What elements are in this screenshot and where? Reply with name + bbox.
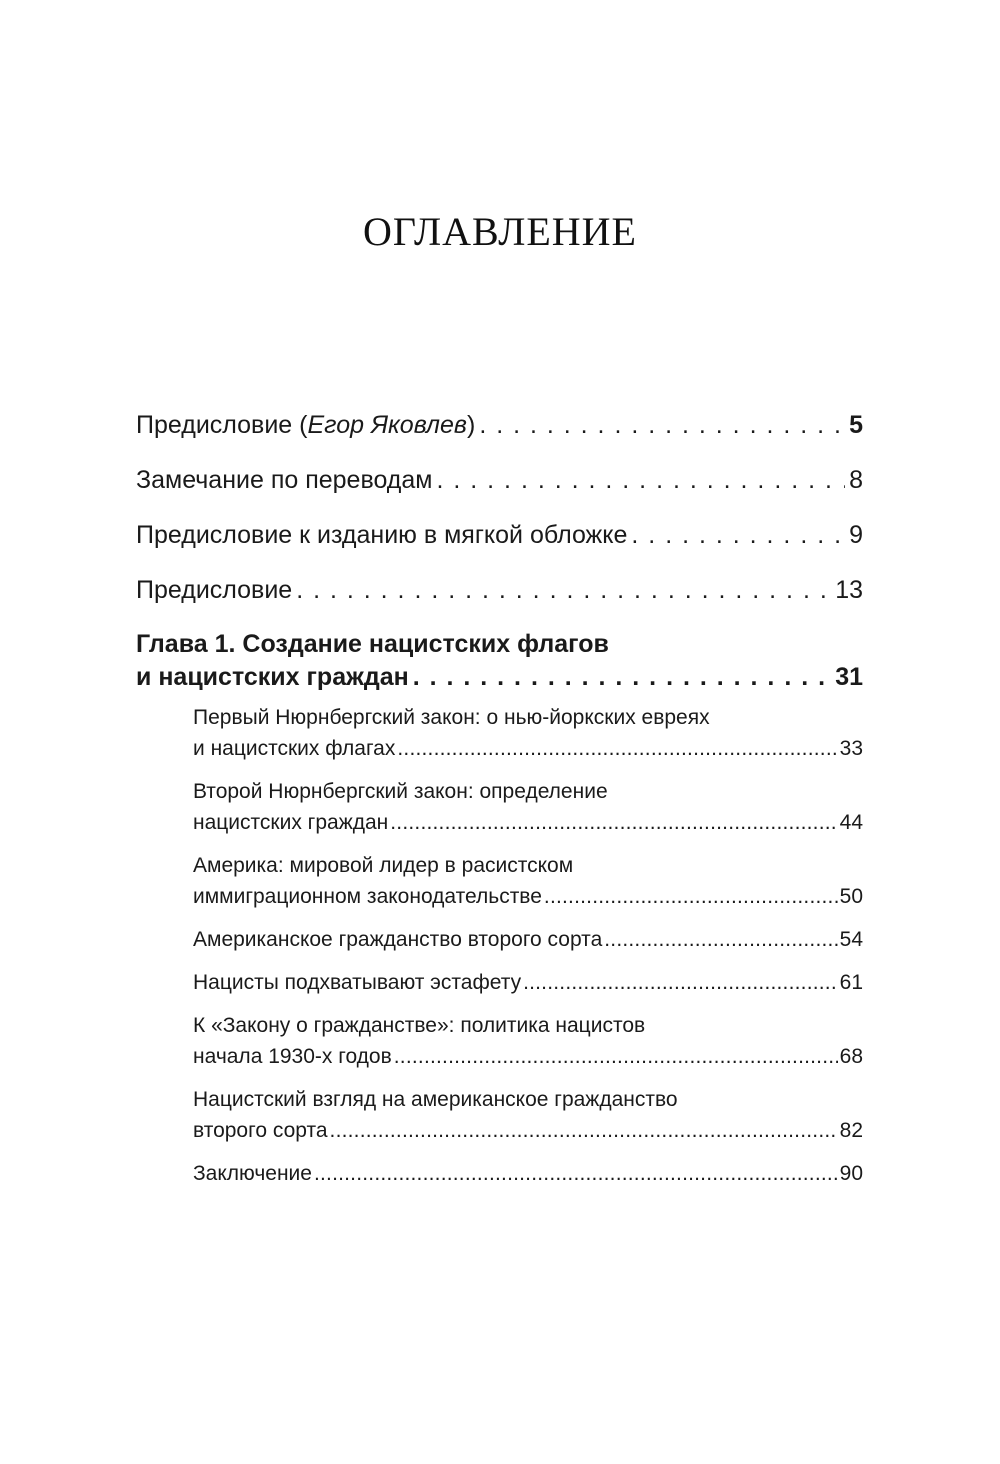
toc-section-first-nuremberg-law[interactable] bbox=[193, 702, 863, 764]
toc-page-number: 90 bbox=[839, 1162, 863, 1185]
dot-leader bbox=[544, 881, 838, 912]
dot-leader bbox=[479, 408, 845, 442]
dot-leader bbox=[631, 518, 845, 552]
toc-page-number: 31 bbox=[835, 663, 863, 691]
dot-leader bbox=[394, 1041, 838, 1072]
toc-chapter-title-line2: и нацистских граждан bbox=[136, 663, 409, 691]
dot-leader bbox=[296, 573, 831, 607]
toc-page-number: 13 bbox=[835, 576, 863, 604]
toc-section-text-line2: иммиграционном законодательстве bbox=[193, 885, 542, 908]
dot-leader bbox=[330, 1115, 838, 1146]
toc-section-nazis-take-baton[interactable] bbox=[193, 967, 863, 998]
toc-page-number: 9 bbox=[849, 521, 863, 549]
toc-entry-text: Предисловие bbox=[136, 576, 293, 604]
toc-section-text: Нацисты подхватывают эстафету bbox=[193, 971, 522, 994]
toc-entry-text: Предисловие к изданию в мягкой обложке bbox=[136, 521, 628, 549]
toc-entry-text: Замечание по переводам bbox=[136, 466, 433, 494]
toc-section-text-line2: и нацистских флагах bbox=[193, 737, 396, 760]
toc-chapter-1[interactable] bbox=[136, 628, 863, 694]
toc-section-text-line1: Нацистский взгляд на американское гражданство bbox=[193, 1088, 678, 1111]
toc-section-text: Американское гражданство второго сорта bbox=[193, 928, 603, 951]
toc-page-number: 68 bbox=[839, 1045, 863, 1068]
toc-entry-author: Егор Яковлев bbox=[307, 411, 467, 439]
dot-leader bbox=[436, 463, 845, 497]
toc-section-america-leader[interactable] bbox=[193, 850, 863, 912]
toc-entry-text: Предисловие (Егор Яковлев) bbox=[136, 411, 476, 439]
toc-page-number: 8 bbox=[849, 466, 863, 494]
toc-entry-translation-note[interactable] bbox=[136, 463, 863, 497]
toc-section-text-line2: нацистских граждан bbox=[193, 811, 389, 834]
toc-section-conclusion[interactable] bbox=[193, 1158, 863, 1189]
table-of-contents bbox=[136, 408, 863, 1189]
toc-section-second-class-citizenship[interactable] bbox=[193, 924, 863, 955]
toc-chapter-title-line1: Глава 1. Создание нацистских флагов bbox=[136, 630, 609, 658]
toc-page-number: 44 bbox=[839, 811, 863, 834]
dot-leader bbox=[523, 967, 838, 998]
toc-page-number: 82 bbox=[839, 1119, 863, 1142]
toc-page-number: 33 bbox=[839, 737, 863, 760]
toc-section-text: Заключение bbox=[193, 1162, 312, 1185]
toc-entry-foreword[interactable] bbox=[136, 573, 863, 607]
toc-section-citizenship-law[interactable] bbox=[193, 1010, 863, 1072]
toc-section-text-line2: начала 1930-х годов bbox=[193, 1045, 392, 1068]
toc-section-text-line1: Второй Нюрнбергский закон: определение bbox=[193, 780, 608, 803]
dot-leader bbox=[604, 924, 837, 955]
toc-section-nazi-view[interactable] bbox=[193, 1084, 863, 1146]
toc-entry-paperback-foreword[interactable] bbox=[136, 518, 863, 552]
toc-section-text-line1: Америка: мировой лидер в расистском bbox=[193, 854, 574, 877]
toc-page-number: 54 bbox=[839, 928, 863, 951]
dot-leader bbox=[314, 1158, 838, 1189]
toc-section-second-nuremberg-law[interactable] bbox=[193, 776, 863, 838]
dot-leader bbox=[390, 807, 837, 838]
toc-section-text-line2: второго сорта bbox=[193, 1119, 328, 1142]
toc-entry-foreword-editor[interactable] bbox=[136, 408, 863, 442]
dot-leader bbox=[397, 733, 837, 764]
toc-section-text-line1: К «Закону о гражданстве»: политика нацистов bbox=[193, 1014, 646, 1037]
toc-page-number: 61 bbox=[839, 971, 863, 994]
page-title: ОГЛАВЛЕНИЕ bbox=[363, 209, 637, 254]
toc-page-number: 5 bbox=[849, 411, 863, 439]
dot-leader bbox=[413, 661, 831, 694]
toc-page-number: 50 bbox=[839, 885, 863, 908]
toc-section-text-line1: Первый Нюрнбергский закон: о нью-йоркских евреях bbox=[193, 706, 710, 729]
